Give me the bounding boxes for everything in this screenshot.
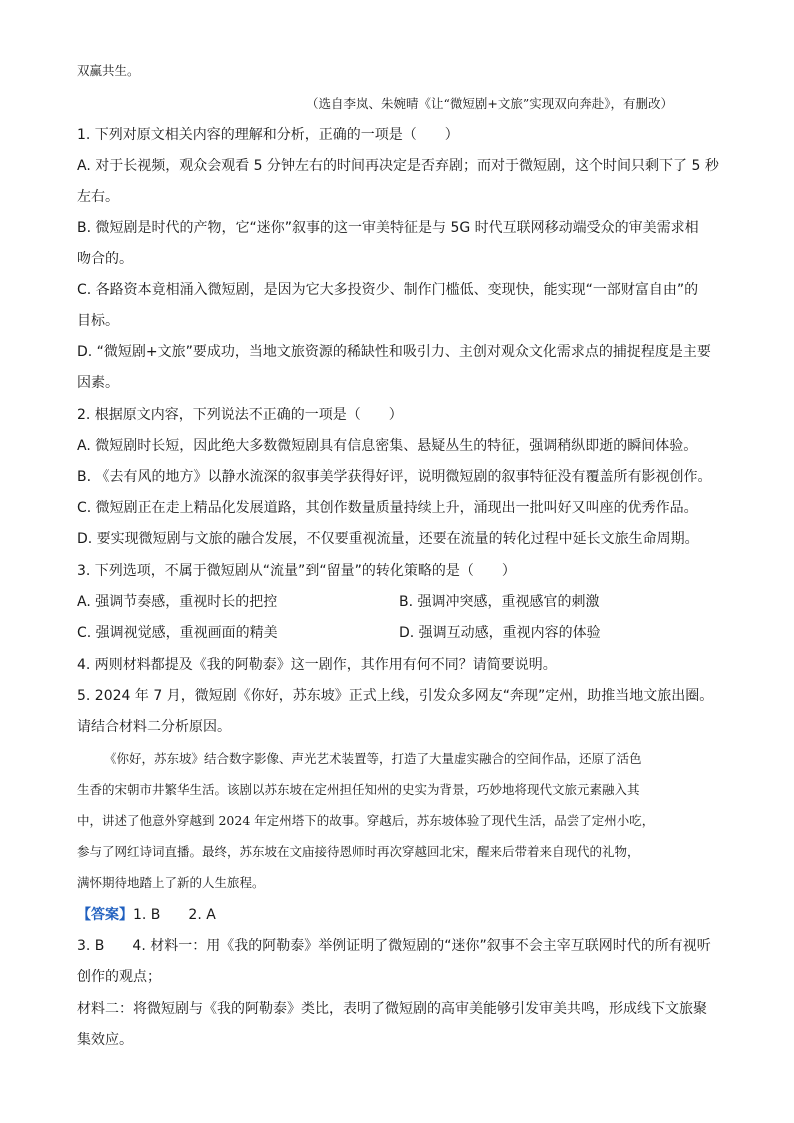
q1-option-b-cont: 吻合的。 xyxy=(77,251,133,267)
q1-option-a: A. 对于长视频，观众会观看 5 分钟左右的时间再决定是否弃剧；而对于微短剧，这个时间只剩下了 5 秒 xyxy=(77,158,719,174)
q2-option-a: A. 微短剧时长短，因此绝大多数微短剧具有信息密集、悬疑丛生的特征，强调稍纵即逝的瞬间体验。 xyxy=(77,438,698,454)
material-line-5: 满怀期待地踏上了新的人生旅程。 xyxy=(77,875,265,890)
q3-option-a: A. 强调节奏感，重视时长的把控 xyxy=(77,594,278,610)
q1-option-c-cont: 目标。 xyxy=(77,313,119,329)
question-1-stem: 1. 下列对原文相关内容的理解和分析，正确的一项是（ ） xyxy=(77,127,459,143)
material-line-1: 《你好，苏东坡》结合数字影像、声光艺术装置等，打造了大量虚实融合的空间作品，还原了活色 xyxy=(104,751,642,766)
q3-option-b: B. 强调冲突感，重视感官的刺激 xyxy=(399,594,600,610)
q1-option-b: B. 微短剧是时代的产物，它“迷你”叙事的这一审美特征是与 5G 时代互联网移动端受众的审美需求相 xyxy=(77,220,699,236)
question-3-stem: 3. 下列选项，不属于微短剧从“流量”到“留量”的转化策略的是（ ） xyxy=(77,563,516,579)
material-line-2: 生香的宋朝市井繁华生活。该剧以苏东坡在定州担任知州的史实为背景，巧妙地将现代文旅元素融入其 xyxy=(77,782,640,797)
q1-option-c: C. 各路资本竟相涌入微短剧，是因为它大多投资少、制作门槛低、变现快，能实现“一部财富自由”的 xyxy=(77,282,699,298)
question-2-stem: 2. 根据原文内容，下列说法不正确的一项是（ ） xyxy=(77,407,403,423)
material-line-3: 中，讲述了他意外穿越到 2024 年定州塔下的故事。穿越后，苏东坡体验了现代生活，品尝了定州小吃， xyxy=(77,813,655,828)
q3-option-c: C. 强调视觉感，重视画面的精美 xyxy=(77,625,278,641)
q2-option-c: C. 微短剧正在走上精品化发展道路，其创作数量质量持续上升，涌现出一批叫好又叫座的优秀作品。 xyxy=(77,500,698,516)
q3-option-d: D. 强调互动感，重视内容的体验 xyxy=(399,625,601,641)
q1-option-d-cont: 因素。 xyxy=(77,375,119,391)
question-5-stem-cont: 请结合材料二分析原因。 xyxy=(77,719,231,735)
answer-line-3: 创作的观点； xyxy=(77,969,161,985)
question-5-stem: 5. 2024 年 7 月，微短剧《你好，苏东坡》正式上线，引发众多网友“奔现”定州，助推当地文旅出圈。 xyxy=(77,688,714,704)
answer-1-2: 1. B 2. A xyxy=(133,907,216,923)
source-citation: （选自李岚、朱婉晴《让“微短剧+文旅”实现双向奔赴》，有删改） xyxy=(306,96,674,111)
q3-row-2 xyxy=(77,623,601,643)
q3-row-1 xyxy=(77,592,600,612)
material-line-4: 参与了网红诗词直播。最终，苏东坡在文庙接待恩师时再次穿越回北宋，醒来后带着来自现代的礼物， xyxy=(77,844,640,859)
q2-option-d: D. 要实现微短剧与文旅的融合发展，不仅要重视流量，还要在流量的转化过程中延长文旅生命周期。 xyxy=(77,531,699,547)
answer-line-4: 材料二：将微短剧与《我的阿勒泰》类比，表明了微短剧的高审美能够引发审美共鸣，形成线下文旅聚 xyxy=(77,1001,707,1017)
answer-line-5: 集效应。 xyxy=(77,1032,133,1048)
q1-option-d: D. “微短剧+文旅”要成功，当地文旅资源的稀缺性和吸引力、主创对观众文化需求点的捕捉程度是主要 xyxy=(77,344,711,360)
passage-tail: 双赢共生。 xyxy=(77,63,140,78)
answer-line-2: 3. B 4. 材料一：用《我的阿勒泰》举例证明了微短剧的“迷你”叙事不会主宰互联网时代的所有视听 xyxy=(77,938,711,954)
answer-label: 【答案】 xyxy=(77,907,133,923)
q2-option-b: B. 《去有风的地方》以静水流深的叙事美学获得好评，说明微短剧的叙事特征没有覆盖所有影视创作。 xyxy=(77,469,712,485)
question-4-stem: 4. 两则材料都提及《我的阿勒泰》这一剧作，其作用有何不同？请简要说明。 xyxy=(77,657,557,673)
q1-option-a-cont: 左右。 xyxy=(77,189,119,205)
answer-line-1 xyxy=(77,905,216,925)
